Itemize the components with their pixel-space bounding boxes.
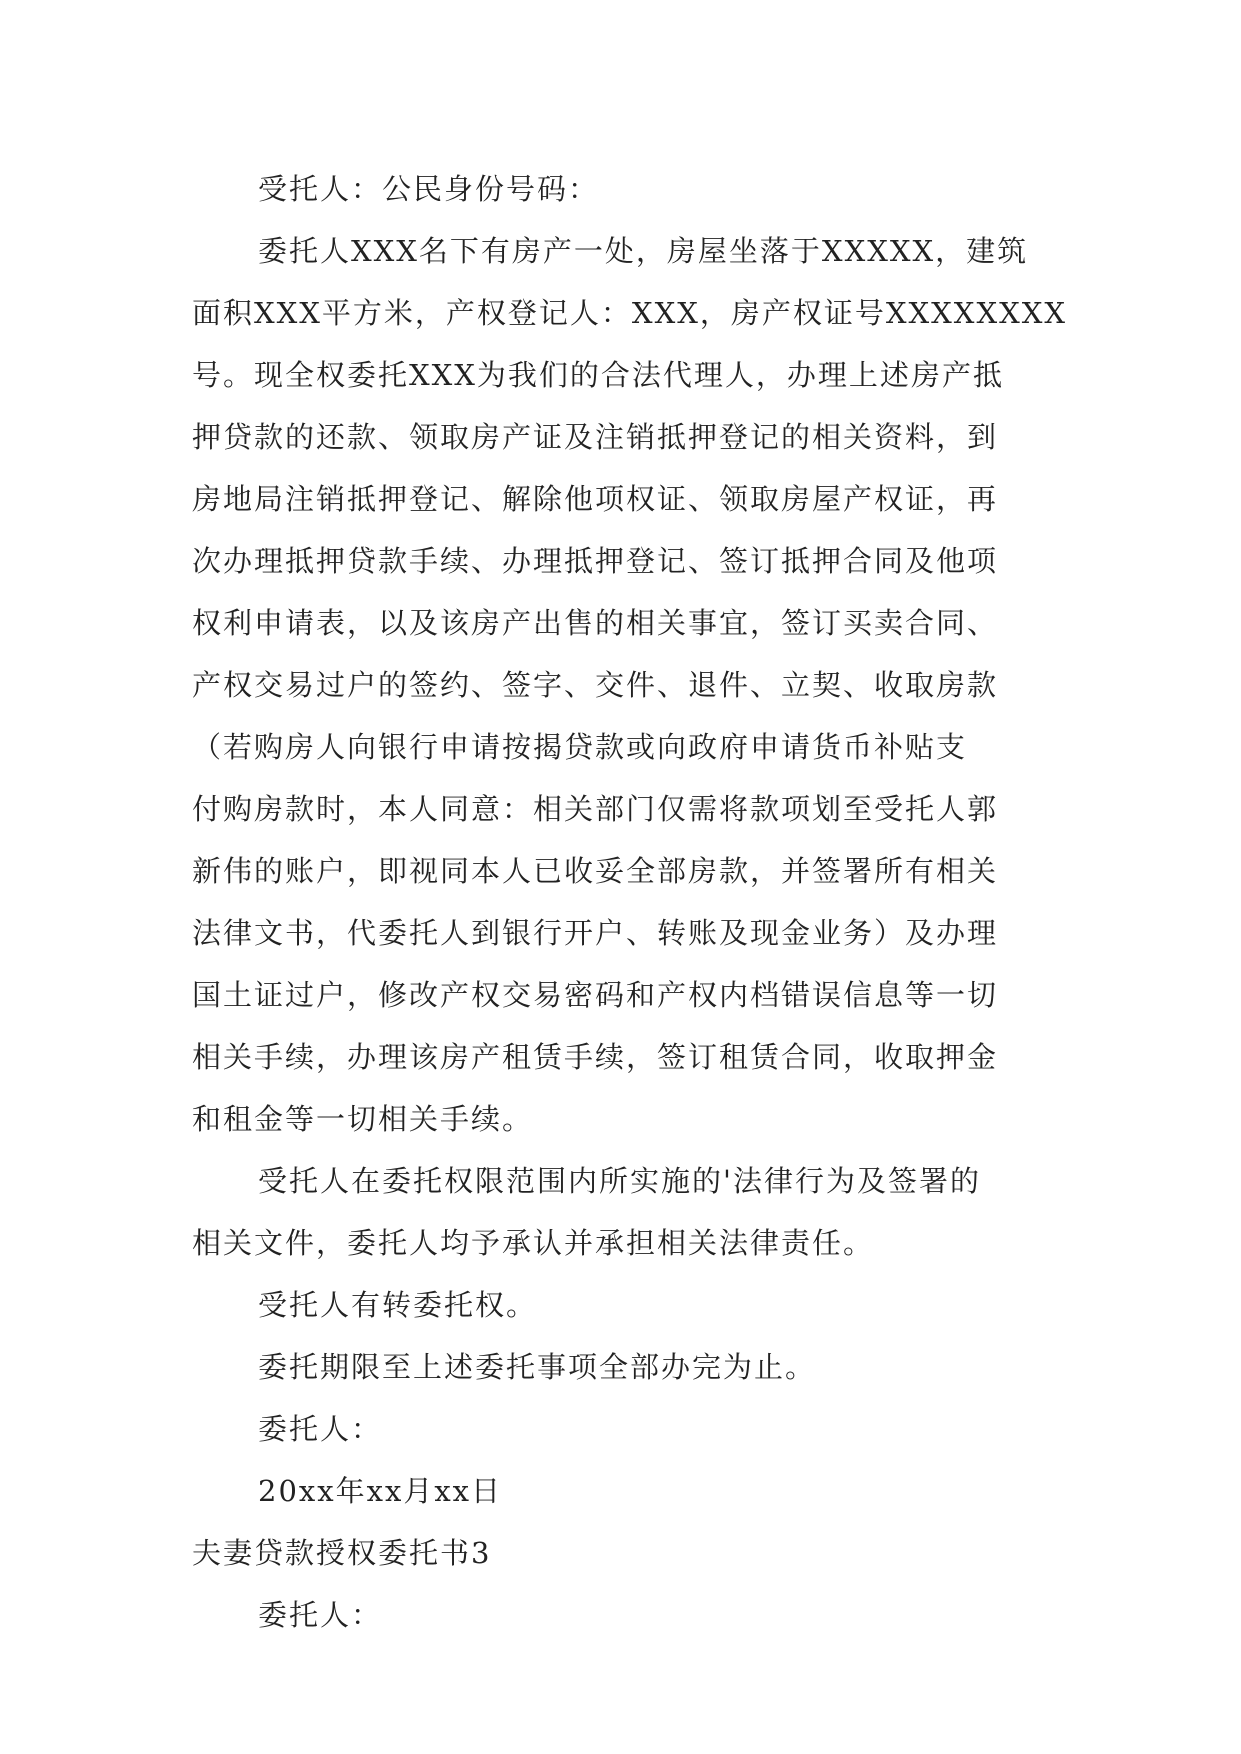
body-line: 权利申请表，以及该房产出售的相关事宜，签订买卖合同、	[192, 606, 999, 640]
principal-signature-line: 委托人：	[258, 1412, 383, 1446]
property-description-line: 委托人XXX名下有房产一处，房屋坐落于XXXXX，建筑	[258, 234, 1029, 268]
body-line: 产权交易过户的签约、签字、交件、退件、立契、收取房款	[192, 668, 999, 702]
document-body	[192, 158, 1068, 1646]
liability-paragraph-line: 受托人在委托权限范围内所实施的'法律行为及签署的	[258, 1164, 981, 1198]
body-line: （若购房人向银行申请按揭贷款或向政府申请货币补贴支	[192, 730, 968, 764]
principal-label-line: 委托人：	[258, 1598, 383, 1632]
body-line: 押贷款的还款、领取房产证及注销抵押登记的相关资料，到	[192, 420, 999, 454]
section-title: 夫妻贷款授权委托书3	[192, 1536, 492, 1570]
body-line: 相关文件，委托人均予承认并承担相关法律责任。	[192, 1226, 875, 1260]
sub-delegation-line: 受托人有转委托权。	[258, 1288, 538, 1322]
body-line: 相关手续，办理该房产租赁手续，签订租赁合同，收取押金	[192, 1040, 999, 1074]
trustee-id-line: 受托人：公民身份号码：	[258, 172, 600, 206]
body-line: 法律文书，代委托人到银行开户、转账及现金业务）及办理	[192, 916, 999, 950]
term-line: 委托期限至上述委托事项全部办完为止。	[258, 1350, 817, 1384]
body-line: 次办理抵押贷款手续、办理抵押登记、签订抵押合同及他项	[192, 544, 999, 578]
body-line: 新伟的账户，即视同本人已收妥全部房款，并签署所有相关	[192, 854, 999, 888]
body-line: 号。现全权委托XXX为我们的合法代理人，办理上述房产抵	[192, 358, 1004, 392]
body-line: 和租金等一切相关手续。	[192, 1102, 534, 1136]
body-line: 房地局注销抵押登记、解除他项权证、领取房屋产权证，再	[192, 482, 999, 516]
body-line: 面积XXX平方米，产权登记人：XXX，房产权证号XXXXXXXX	[192, 296, 1068, 330]
date-line: 20xx年xx月xx日	[258, 1474, 503, 1508]
body-line: 付购房款时，本人同意：相关部门仅需将款项划至受托人郭	[192, 792, 999, 826]
body-line: 国土证过户，修改产权交易密码和产权内档错误信息等一切	[192, 978, 999, 1012]
